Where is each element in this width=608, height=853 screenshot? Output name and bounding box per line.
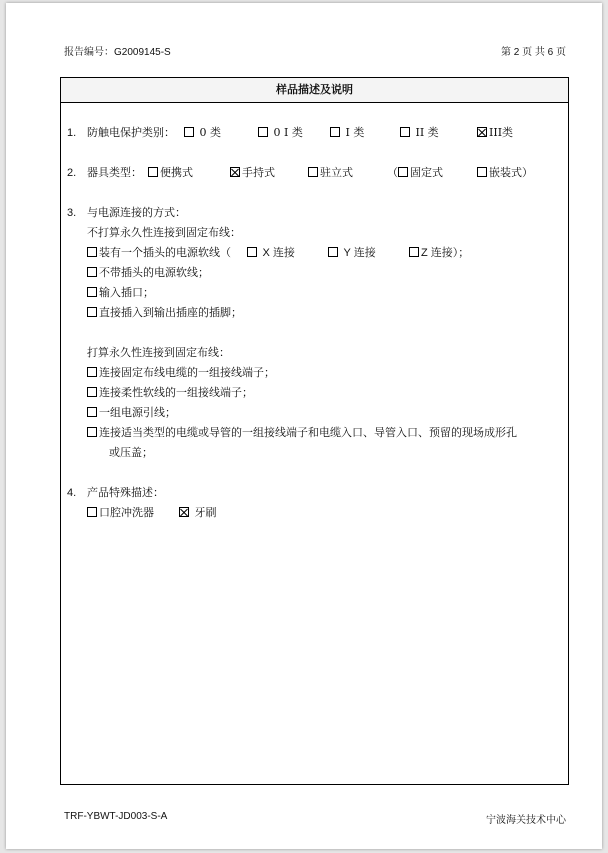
permanent-label: 打算永久性连接到固定布线： [87,346,230,359]
option-label: 直接插入到输出插座的插脚； [99,306,242,319]
q3-option-cord-with-plug[interactable] [87,246,231,260]
checkbox-icon[interactable] [328,247,338,257]
option-label: 手持式 [242,166,275,179]
checkbox-icon[interactable] [87,267,97,277]
q3-number: 3. [67,207,77,219]
q1-number: 1. [67,127,77,139]
checkbox-icon[interactable] [87,507,97,517]
checkbox-icon[interactable] [184,127,194,137]
page-info: 第 2 页 共 6 页 [500,47,566,58]
report-page [6,3,602,849]
checkbox-icon[interactable] [398,167,408,177]
q4-option-toothbrush[interactable] [179,506,217,520]
checkbox-icon[interactable] [308,167,318,177]
q3-option-cable-conduit-terminals[interactable] [87,426,517,440]
option-label: 固定式 [410,166,443,179]
x-attachment-option[interactable] [247,246,295,260]
checkbox-icon[interactable] [87,407,97,417]
option-label: 0 I 类 [273,126,303,139]
option-label: 连接适当类型的电缆或导管的一组接线端子和电缆入口、导管入口、预留的现场成形孔 [99,426,517,439]
q2-option-handheld[interactable] [230,166,275,180]
q1-label: 防触电保护类别： [87,126,175,139]
option-label: 一组电源引线； [99,406,176,419]
option-label: 连接固定布线电缆的一组接线端子； [99,366,275,379]
sample-description-box [60,77,569,785]
option-label: 驻立式 [320,166,353,179]
q2-row [67,166,142,180]
q4-label: 产品特殊描述： [87,486,164,499]
checkbox-icon[interactable] [87,287,97,297]
q1-option-i[interactable] [330,126,364,140]
q3-option-flexible-cord-terminals[interactable] [87,386,253,400]
checkbox-icon[interactable] [148,167,158,177]
checkbox-icon[interactable] [477,167,487,177]
checked-checkbox-icon[interactable] [477,127,487,137]
q3-row [67,206,186,220]
checkbox-icon[interactable] [87,307,97,317]
q1-row [67,126,175,140]
q1-option-0[interactable] [184,126,221,140]
checkbox-icon[interactable] [87,387,97,397]
option-label: 0 类 [199,126,221,139]
option-label: 牙刷 [194,506,217,519]
checkbox-icon[interactable] [87,367,97,377]
q3-option-supply-leads[interactable] [87,406,176,420]
checkbox-icon[interactable] [87,427,97,437]
checkbox-icon[interactable] [258,127,268,137]
option-label: Y 连接 [343,247,376,259]
checkbox-icon[interactable] [87,247,97,257]
option-label: 口腔冲洗器 [99,506,154,519]
q3-label: 与电源连接的方式： [87,206,186,219]
q4-row [67,486,164,500]
paren-open: （ [387,166,398,179]
report-number: 报告编号：G2009145-S [64,47,171,58]
option-label: Z 连接）； [421,247,470,259]
q3-option-cord-without-plug[interactable] [87,266,209,280]
option-label: II 类 [415,126,439,139]
option-label: 装有一个插头的电源软线（ [99,246,231,259]
checkbox-icon[interactable] [330,127,340,137]
q4-option-oral-irrigator[interactable] [87,506,154,520]
q2-option-fixed[interactable] [387,166,443,180]
q2-option-portable[interactable] [148,166,193,180]
checkbox-icon[interactable] [247,247,257,257]
q2-option-built-in[interactable] [477,166,533,180]
checkbox-icon[interactable] [409,247,419,257]
q3-option-plug-pins[interactable] [87,306,242,320]
checkbox-icon[interactable] [400,127,410,137]
organization: 宁波海关技术中心 [486,815,566,826]
option-label: X 连接 [262,247,295,259]
non-permanent-label: 不打算永久性连接到固定布线： [87,226,241,239]
option-label: 便携式 [160,166,193,179]
section-title: 样品描述及说明 [61,78,568,103]
doc-code: TRF-YBWT-JD003-S-A [64,811,168,822]
option-label: I 类 [345,126,365,139]
q1-option-iii[interactable] [477,126,513,140]
q2-number: 2. [67,167,77,179]
option-label: III类 [489,126,514,139]
q3-option-appliance-inlet[interactable] [87,286,154,300]
q2-option-stationary[interactable] [308,166,353,180]
option-label: 嵌装式） [489,166,533,179]
q1-option-ii[interactable] [400,126,439,140]
q3-option-fixed-wiring-terminals[interactable] [87,366,275,380]
z-attachment-option[interactable] [409,246,469,260]
q3-option-continuation: 或压盖； [109,446,153,459]
option-label: 不带插头的电源软线； [99,266,209,279]
q2-label: 器具类型： [87,166,142,179]
checked-checkbox-icon[interactable] [230,167,240,177]
q1-option-0i[interactable] [258,126,303,140]
option-label: 连接柔性软线的一组接线端子； [99,386,253,399]
option-label: 输入插口； [99,286,154,299]
checked-checkbox-icon[interactable] [179,507,189,517]
q4-number: 4. [67,487,77,499]
y-attachment-option[interactable] [328,246,376,260]
